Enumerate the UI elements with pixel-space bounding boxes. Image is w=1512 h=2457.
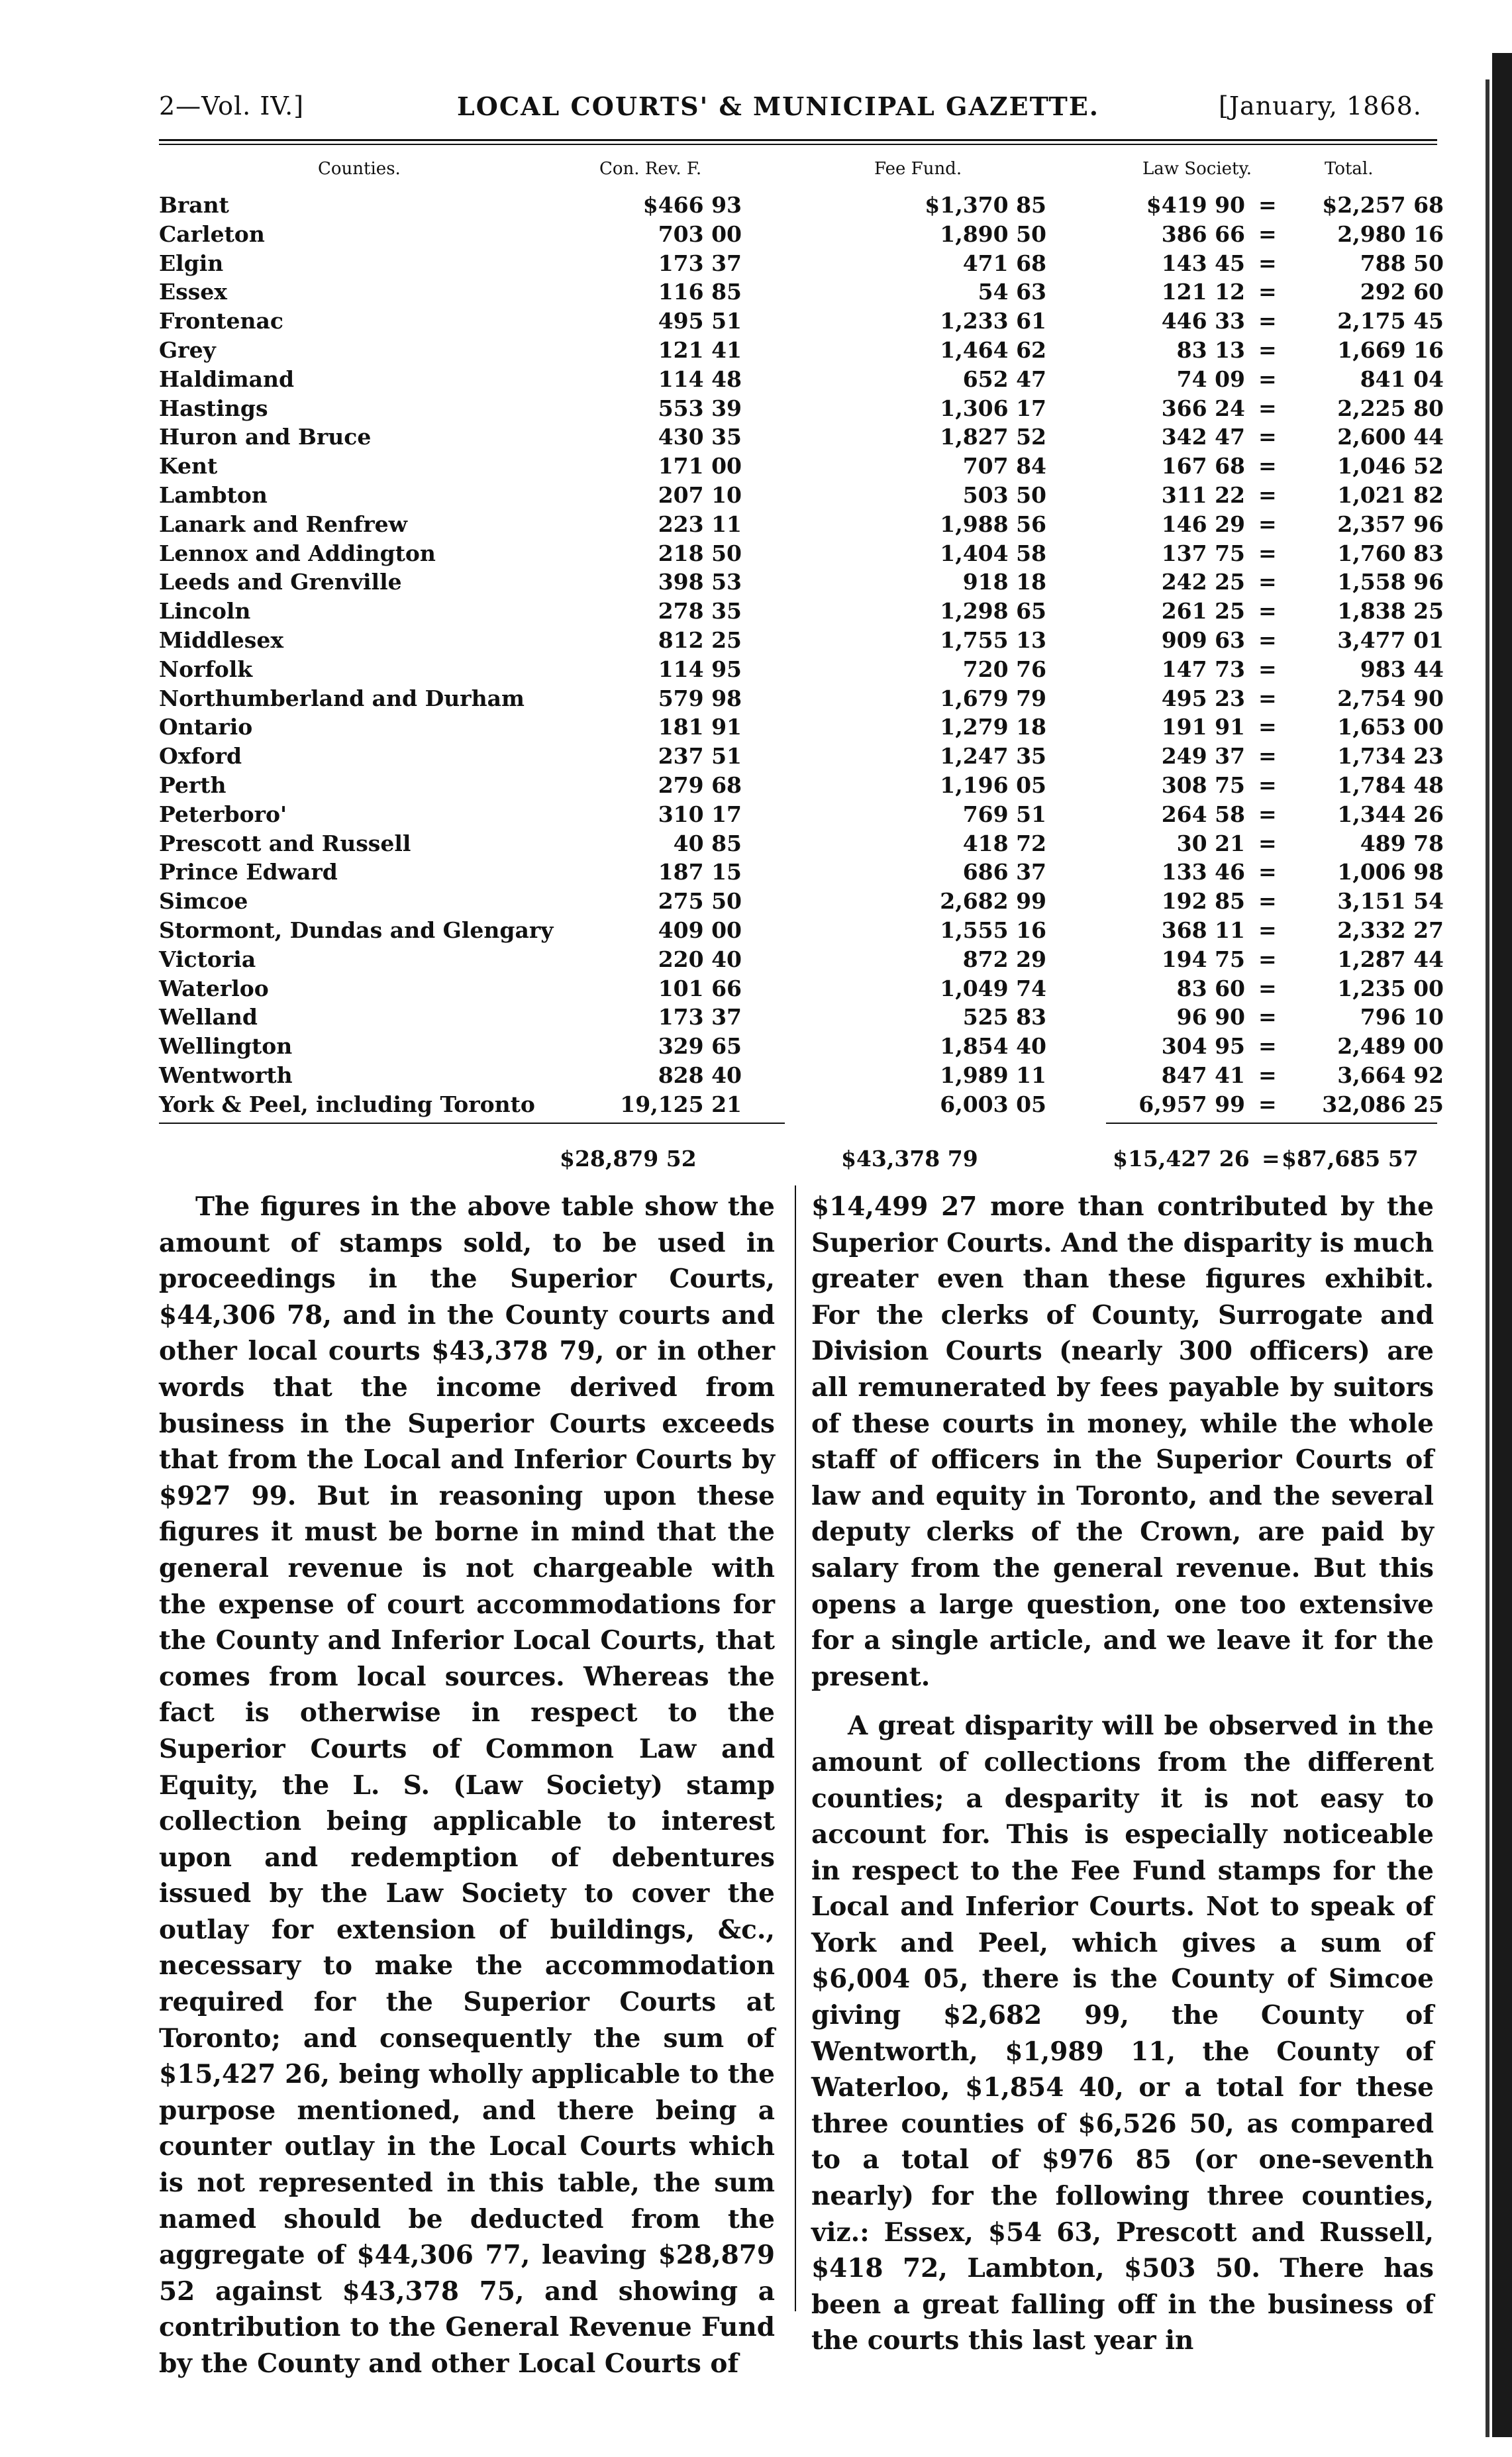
issue-date: [January, 1868. — [1219, 91, 1422, 121]
law-society-value: 121 12 — [1161, 279, 1245, 305]
total-value: 2,489 00 — [1337, 1033, 1444, 1060]
county-name: Carleton — [159, 221, 265, 247]
table-row — [159, 976, 1444, 1005]
county-name: Huron and Bruce — [159, 424, 372, 450]
total-value: 1,734 23 — [1337, 743, 1444, 770]
con-rev-value: 101 66 — [658, 975, 742, 1001]
law-society-value: 194 75 — [1161, 946, 1245, 972]
law-society-value: 191 91 — [1161, 714, 1245, 740]
fee-fund-value: 1,854 40 — [940, 1033, 1046, 1060]
county-name: Ontario — [159, 714, 253, 740]
table-row — [159, 279, 1444, 308]
fee-fund-value: 769 51 — [962, 801, 1046, 827]
equals-sign: = — [1258, 888, 1277, 915]
grand-total: $87,685 57 — [1282, 1146, 1419, 1172]
equals-sign: = — [1258, 481, 1277, 508]
equals-sign: = — [1258, 917, 1277, 943]
fee-fund-value: 1,049 74 — [940, 975, 1046, 1001]
total-value: 3,151 54 — [1337, 888, 1444, 915]
county-name: Prescott and Russell — [159, 830, 411, 856]
con-rev-value: 237 51 — [658, 743, 742, 770]
law-society-value: 311 22 — [1161, 481, 1245, 508]
total-value: 1,558 96 — [1337, 569, 1444, 595]
equals-sign: = — [1258, 366, 1277, 392]
fee-fund-value: 1,464 62 — [940, 336, 1046, 363]
fee-fund-value: 1,298 65 — [940, 598, 1046, 625]
page-binding-edge — [1492, 53, 1512, 2437]
table-row — [159, 308, 1444, 337]
table-row — [159, 540, 1444, 570]
table-row — [159, 946, 1444, 976]
law-society-value: 83 13 — [1176, 336, 1245, 363]
con-rev-value: 310 17 — [658, 801, 742, 827]
fee-fund-value: 2,682 99 — [940, 888, 1046, 915]
fee-fund-value: 471 68 — [962, 250, 1046, 276]
law-society-value: 242 25 — [1161, 569, 1245, 595]
con-rev-value: 495 51 — [658, 308, 742, 334]
equals-sign: = — [1258, 279, 1277, 305]
table-row — [159, 656, 1444, 685]
con-rev-value: 579 98 — [658, 685, 742, 711]
fee-fund-value: 503 50 — [962, 481, 1046, 508]
law-society-value: 6,957 99 — [1138, 1091, 1245, 1117]
con-rev-value: 278 35 — [658, 598, 742, 625]
col-header-counties: Counties. — [318, 159, 401, 179]
con-rev-value: $466 93 — [642, 192, 742, 218]
con-rev-value: 121 41 — [658, 336, 742, 363]
county-name: Wellington — [159, 1033, 293, 1060]
con-rev-value: 19,125 21 — [620, 1091, 742, 1117]
county-name: York & Peel, including Toronto — [159, 1091, 535, 1117]
con-rev-value: 220 40 — [658, 946, 742, 972]
fee-fund-value: 720 76 — [962, 656, 1046, 682]
total-value: 1,784 48 — [1337, 772, 1444, 798]
col-header-fee-fund: Fee Fund. — [874, 159, 962, 179]
table-row — [159, 743, 1444, 772]
table-row — [159, 772, 1444, 801]
table-row — [159, 1062, 1444, 1091]
total-value: 2,175 45 — [1337, 308, 1444, 334]
con-rev-value: 171 00 — [658, 453, 742, 479]
fee-fund-value: 652 47 — [962, 366, 1046, 392]
equals-sign: = — [1258, 1033, 1277, 1060]
law-society-value: 167 68 — [1161, 453, 1245, 479]
county-name: Lincoln — [159, 598, 251, 625]
table-row — [159, 685, 1444, 715]
con-rev-value: 114 48 — [658, 366, 742, 392]
table-row — [159, 627, 1444, 656]
equals-sign: = — [1258, 250, 1277, 276]
equals-sign: = — [1258, 743, 1277, 770]
con-rev-value: 275 50 — [658, 888, 742, 915]
county-name: Welland — [159, 1004, 258, 1030]
total-value: 1,006 98 — [1337, 859, 1444, 885]
law-society-value: 909 63 — [1161, 627, 1245, 653]
law-society-value: 83 60 — [1176, 975, 1245, 1001]
table-row — [159, 830, 1444, 860]
table-row — [159, 859, 1444, 888]
con-rev-value: 812 25 — [658, 627, 742, 653]
total-value: 1,287 44 — [1337, 946, 1444, 972]
total-value: 2,980 16 — [1337, 221, 1444, 247]
equals-sign: = — [1258, 1091, 1277, 1117]
law-society-value: 146 29 — [1161, 511, 1245, 537]
fee-fund-value: 1,404 58 — [940, 540, 1046, 566]
law-society-value: 366 24 — [1161, 395, 1245, 421]
county-name: Lanark and Renfrew — [159, 511, 408, 537]
county-name: Stormont, Dundas and Glengary — [159, 917, 554, 943]
con-rev-value: 181 91 — [658, 714, 742, 740]
county-name: Elgin — [159, 250, 224, 276]
county-name: Lennox and Addington — [159, 540, 436, 566]
equals-sign: = — [1258, 1004, 1277, 1030]
publication-title: LOCAL COURTS' & MUNICIPAL GAZETTE. — [457, 91, 1100, 121]
col-header-total: Total. — [1325, 159, 1374, 179]
con-rev-value: 218 50 — [658, 540, 742, 566]
county-name: Middlesex — [159, 627, 283, 653]
article-left-column — [159, 1189, 775, 2382]
total-value: 3,477 01 — [1337, 627, 1444, 653]
table-row — [159, 511, 1444, 540]
total-value: 1,653 00 — [1337, 714, 1444, 740]
equals-sign: = — [1258, 714, 1277, 740]
law-society-value: 249 37 — [1161, 743, 1245, 770]
fee-fund-value: 1,555 16 — [940, 917, 1046, 943]
table-row — [159, 801, 1444, 830]
table-row — [159, 1033, 1444, 1062]
fee-fund-value: 1,247 35 — [940, 743, 1046, 770]
law-society-value: $419 90 — [1146, 192, 1245, 218]
law-society-value: 847 41 — [1161, 1062, 1245, 1088]
total-value: 1,344 26 — [1337, 801, 1444, 827]
fee-fund-value: 686 37 — [962, 859, 1046, 885]
table-row — [159, 888, 1444, 917]
table-row — [159, 482, 1444, 511]
table-row — [159, 1091, 1444, 1121]
equals-sign: = — [1258, 859, 1277, 885]
paragraph: A great disparity will be observed in the amount of collections from the different counties; a desparity it is not easy to account for. This is especially noticeable in respect to the Fee Fund stamps for the Local and Inferior Courts. Not to speak of York and Peel, which gives a sum of $6,004 05, there is the County of Simcoe giving $2,682 99, the County of Wentworth, $1,989 11, the County of Waterloo, $1,854 40, or a total for these three counties of $6,526 50, as compared to a total of $976 85 (or one-seventh nearly) for the following three counties, viz.: Essex, $54 63, Prescott and Russell, $418 72, Lambton, $503 50. There has been a great falling off in the business of the courts this last year in — [811, 1711, 1434, 2356]
table-row — [159, 221, 1444, 250]
table-row — [159, 453, 1444, 482]
table-row — [159, 917, 1444, 946]
law-society-value: 96 90 — [1176, 1004, 1245, 1030]
con-rev-value: 173 37 — [658, 1004, 742, 1030]
con-rev-value: 398 53 — [658, 569, 742, 595]
total-con-rev: $28,879 52 — [560, 1146, 697, 1172]
equals-sign: = — [1258, 627, 1277, 653]
county-name: Brant — [159, 192, 229, 218]
total-value: 2,754 90 — [1337, 685, 1444, 711]
equals-sign: = — [1258, 975, 1277, 1001]
county-name: Essex — [159, 279, 227, 305]
county-name: Waterloo — [159, 975, 269, 1001]
table-row — [159, 569, 1444, 598]
law-society-value: 192 85 — [1161, 888, 1245, 915]
col-header-con-rev: Con. Rev. F. — [599, 159, 702, 179]
total-value: 2,600 44 — [1337, 424, 1444, 450]
con-rev-value: 329 65 — [658, 1033, 742, 1060]
equals-sign: = — [1258, 685, 1277, 711]
con-rev-value: 114 95 — [658, 656, 742, 682]
county-table — [159, 192, 1444, 1121]
equals-sign: = — [1258, 221, 1277, 247]
total-value: 788 50 — [1360, 250, 1444, 276]
con-rev-value: 207 10 — [658, 481, 742, 508]
fee-fund-value: 1,679 79 — [940, 685, 1046, 711]
fee-fund-value: 418 72 — [962, 830, 1046, 856]
table-row — [159, 337, 1444, 366]
page-binding-shadow — [1486, 79, 1489, 2437]
total-value: 1,838 25 — [1337, 598, 1444, 625]
con-rev-value: 703 00 — [658, 221, 742, 247]
con-rev-value: 40 85 — [673, 830, 742, 856]
con-rev-value: 409 00 — [658, 917, 742, 943]
equals-sign: = — [1258, 598, 1277, 625]
table-row — [159, 714, 1444, 743]
fee-fund-value: 872 29 — [962, 946, 1046, 972]
county-name: Northumberland and Durham — [159, 685, 525, 711]
fee-fund-value: 525 83 — [962, 1004, 1046, 1030]
total-value: 1,235 00 — [1337, 975, 1444, 1001]
equals-sign: = — [1258, 511, 1277, 537]
fee-fund-value: 1,827 52 — [940, 424, 1046, 450]
fee-fund-value: 1,279 18 — [940, 714, 1046, 740]
law-society-value: 261 25 — [1161, 598, 1245, 625]
equals-sign: = — [1258, 569, 1277, 595]
law-society-value: 342 47 — [1161, 424, 1245, 450]
equals-sign: = — [1258, 830, 1277, 856]
total-law-society: $15,427 26 — [1113, 1146, 1250, 1172]
county-name: Lambton — [159, 481, 268, 508]
paragraph: The figures in the above table show the amount of stamps sold, to be used in proceedings in the Superior Courts, $44,306 78, and in the County courts and other local courts $43,378 79, or in other words that the income derived from business in the Superior Courts exceeds that from the Local and Inferior Courts by $927 99. But in reasoning upon these figures it must be borne in mind that the general revenue is not chargeable with the expense of court accommodations for the County and Inferior Local Courts, that comes from local sources. Whereas the fact is otherwise in respect to the Superior Courts of Common Law and Equity, the L. S. (Law Society) stamp collection being applicable to interest upon and redemption of debentures issued by the Law Society to cover the outlay for extension of buildings, &c., necessary to make the accommodation required for the Superior Courts at Toronto; and consequently the sum of $15,427 26, being wholly applicable to the purpose mentioned, and there being a counter outlay in the Local Courts which is not represented in this table, the sum named should be deducted from the aggregate of $44,306 77, leaving $28,879 52 against $43,378 75, and showing a contribution to the General Revenue Fund by the County and other Local Courts of — [159, 1191, 775, 2379]
total-value: 292 60 — [1360, 279, 1444, 305]
table-row — [159, 598, 1444, 627]
fee-fund-value: 1,196 05 — [940, 772, 1046, 798]
law-society-value: 446 33 — [1161, 308, 1245, 334]
table-row — [159, 250, 1444, 279]
equals-sign: = — [1258, 424, 1277, 450]
total-value: 1,021 82 — [1337, 481, 1444, 508]
county-name: Oxford — [159, 743, 242, 770]
county-name: Hastings — [159, 395, 268, 421]
law-society-value: 147 73 — [1161, 656, 1245, 682]
total-value: 1,760 83 — [1337, 540, 1444, 566]
fee-fund-value: 707 84 — [962, 453, 1046, 479]
county-name: Norfolk — [159, 656, 253, 682]
con-rev-value: 116 85 — [658, 279, 742, 305]
law-society-value: 30 21 — [1176, 830, 1245, 856]
total-value: 3,664 92 — [1337, 1062, 1444, 1088]
column-divider — [795, 1185, 796, 2311]
county-name: Peterboro' — [159, 801, 287, 827]
equals-sign: = — [1258, 395, 1277, 421]
fee-fund-value: 1,988 56 — [940, 511, 1046, 537]
law-society-value: 74 09 — [1176, 366, 1245, 392]
county-name: Wentworth — [159, 1062, 293, 1088]
total-value: 983 44 — [1360, 656, 1444, 682]
totals-rule-right — [1106, 1123, 1437, 1124]
law-society-value: 133 46 — [1161, 859, 1245, 885]
table-row — [159, 424, 1444, 453]
table-row — [159, 192, 1444, 221]
fee-fund-value: 918 18 — [962, 569, 1046, 595]
county-name: Leeds and Grenville — [159, 569, 402, 595]
law-society-value: 308 75 — [1161, 772, 1245, 798]
totals-rule-left — [159, 1123, 785, 1124]
fee-fund-value: 6,003 05 — [940, 1091, 1046, 1117]
con-rev-value: 553 39 — [658, 395, 742, 421]
county-name: Perth — [159, 772, 227, 798]
equals-sign: = — [1258, 656, 1277, 682]
fee-fund-value: 54 63 — [978, 279, 1046, 305]
con-rev-value: 279 68 — [658, 772, 742, 798]
table-row — [159, 1004, 1444, 1033]
equals-sign: = — [1258, 801, 1277, 827]
con-rev-value: 828 40 — [658, 1062, 742, 1088]
totals-equals-sign: = — [1262, 1146, 1280, 1172]
total-value: 2,332 27 — [1337, 917, 1444, 943]
con-rev-value: 173 37 — [658, 250, 742, 276]
col-header-law-society: Law Society. — [1142, 159, 1252, 179]
fee-fund-value: 1,306 17 — [940, 395, 1046, 421]
total-value: 796 10 — [1360, 1004, 1444, 1030]
total-value: 1,046 52 — [1337, 453, 1444, 479]
equals-sign: = — [1258, 772, 1277, 798]
law-society-value: 137 75 — [1161, 540, 1245, 566]
con-rev-value: 223 11 — [658, 511, 742, 537]
fee-fund-value: 1,890 50 — [940, 221, 1046, 247]
law-society-value: 143 45 — [1161, 250, 1245, 276]
equals-sign: = — [1258, 946, 1277, 972]
table-row — [159, 395, 1444, 425]
equals-sign: = — [1258, 308, 1277, 334]
law-society-value: 495 23 — [1161, 685, 1245, 711]
con-rev-value: 187 15 — [658, 859, 742, 885]
fee-fund-value: 1,989 11 — [940, 1062, 1046, 1088]
county-name: Victoria — [159, 946, 256, 972]
total-value: 1,669 16 — [1337, 336, 1444, 363]
equals-sign: = — [1258, 1062, 1277, 1088]
total-fee-fund: $43,378 79 — [841, 1146, 978, 1172]
law-society-value: 368 11 — [1161, 917, 1245, 943]
equals-sign: = — [1258, 540, 1277, 566]
total-value: $2,257 68 — [1322, 192, 1444, 218]
con-rev-value: 430 35 — [658, 424, 742, 450]
fee-fund-value: $1,370 85 — [925, 192, 1046, 218]
fee-fund-value: 1,755 13 — [940, 627, 1046, 653]
total-value: 489 78 — [1360, 830, 1444, 856]
total-value: 2,225 80 — [1337, 395, 1444, 421]
county-name: Simcoe — [159, 888, 248, 915]
county-name: Frontenac — [159, 308, 283, 334]
fee-fund-value: 1,233 61 — [940, 308, 1046, 334]
header-rule-top — [159, 139, 1437, 141]
equals-sign: = — [1258, 192, 1277, 218]
total-value: 32,086 25 — [1322, 1091, 1444, 1117]
law-society-value: 386 66 — [1161, 221, 1245, 247]
article-right-column — [811, 1189, 1434, 2359]
total-value: 841 04 — [1360, 366, 1444, 392]
county-name: Haldimand — [159, 366, 295, 392]
paragraph: $14,499 27 more than contributed by the Superior Courts. And the disparity is much greater even than these figures exhibit. For the clerks of County, Surrogate and Division Courts (nearly 300 officers) are all remunerated by fees payable by suitors of these courts in money, while the whole staff of officers in the Superior Courts of law and equity in Toronto, and the several deputy clerks of the Crown, are paid by salary from the general revenue. But this opens a large question, one too extensive for a single article, and we leave it for the present. — [811, 1191, 1434, 1692]
total-value: 2,357 96 — [1337, 511, 1444, 537]
county-name: Grey — [159, 336, 216, 363]
header-rule-bottom — [159, 144, 1437, 145]
county-name: Kent — [159, 453, 218, 479]
law-society-value: 264 58 — [1161, 801, 1245, 827]
law-society-value: 304 95 — [1161, 1033, 1245, 1060]
page-number-volume: 2—Vol. IV.] — [159, 91, 305, 121]
equals-sign: = — [1258, 453, 1277, 479]
table-row — [159, 366, 1444, 395]
equals-sign: = — [1258, 336, 1277, 363]
county-name: Prince Edward — [159, 859, 338, 885]
